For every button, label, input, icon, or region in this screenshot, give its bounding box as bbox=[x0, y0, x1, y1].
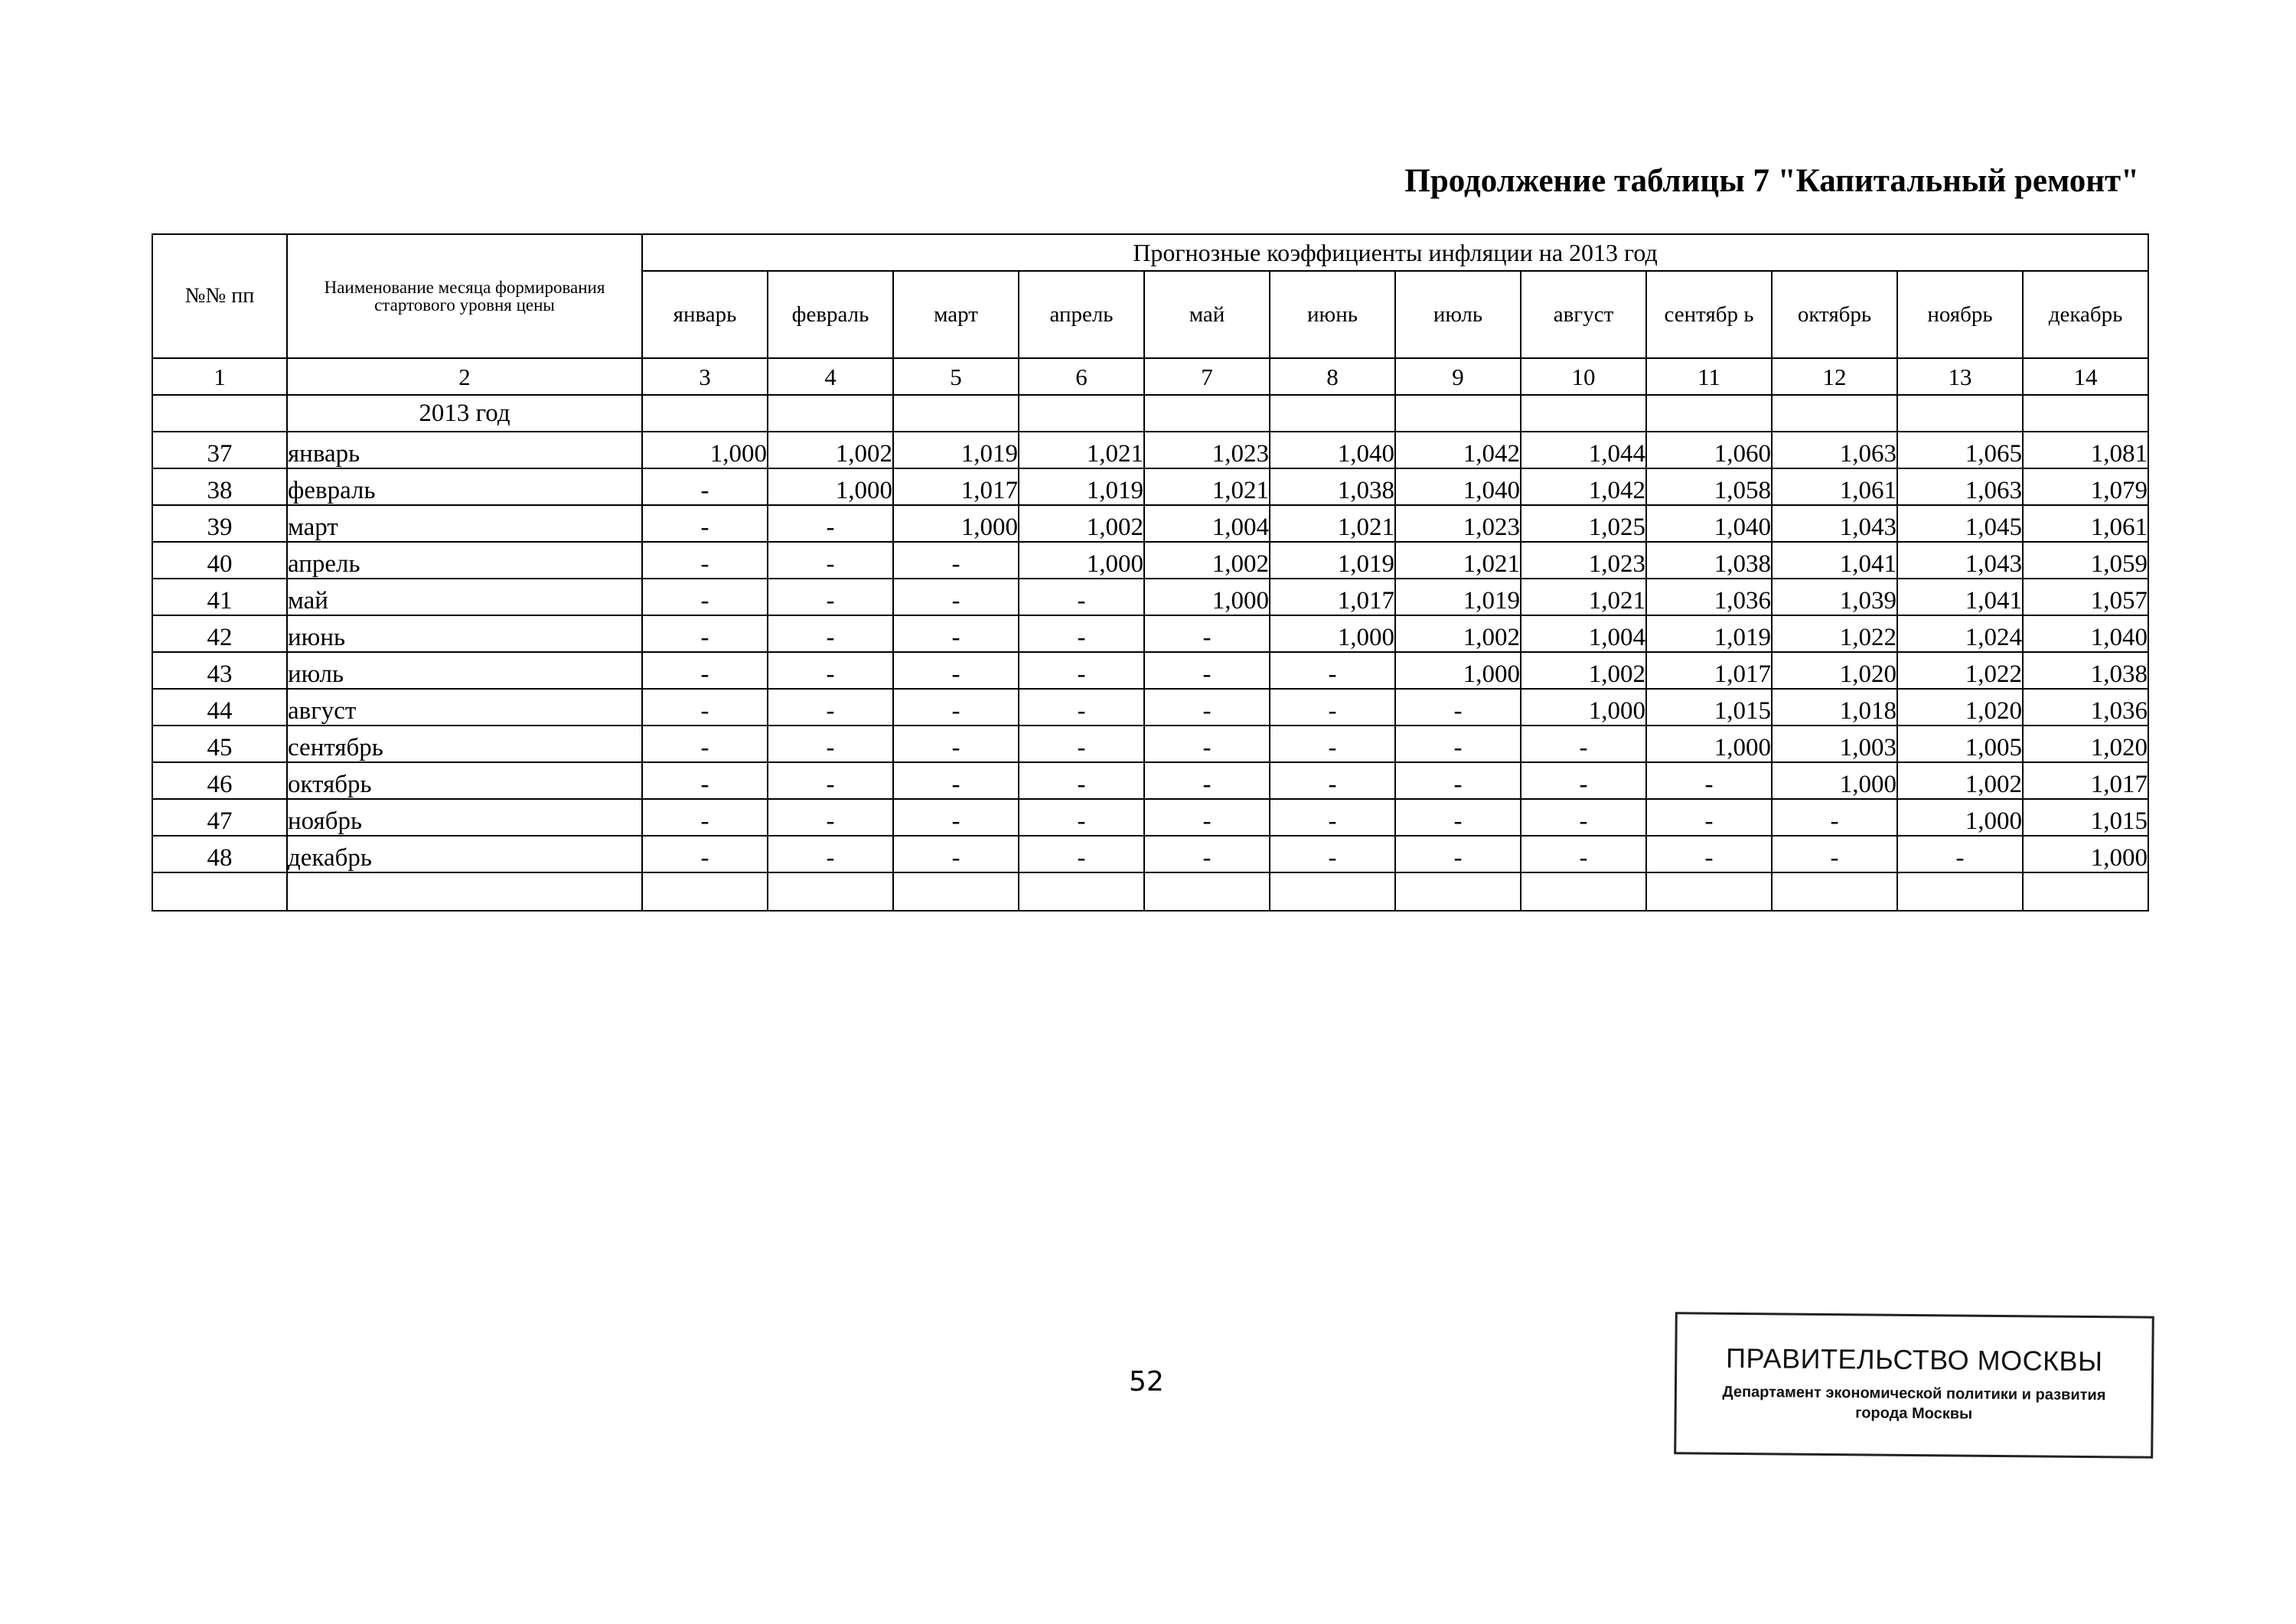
coefficient-cell: 1,061 bbox=[2023, 505, 2148, 542]
table-row bbox=[152, 542, 2148, 579]
coefficient-cell: 1,023 bbox=[1395, 505, 1521, 542]
coefficient-cell: 1,038 bbox=[1270, 468, 1395, 505]
column-index-cell: 11 bbox=[1646, 358, 1772, 395]
coefficient-cell: 1,021 bbox=[1270, 505, 1395, 542]
header-month: ноябрь bbox=[1897, 271, 2023, 358]
coefficient-cell: 1,081 bbox=[2023, 432, 2148, 468]
coefficient-cell: - bbox=[1144, 726, 1270, 762]
coefficient-cell: - bbox=[1772, 799, 1897, 836]
coefficient-cell: 1,002 bbox=[1019, 505, 1144, 542]
column-index-cell: 3 bbox=[642, 358, 768, 395]
empty-cell bbox=[1521, 872, 1646, 911]
year-row-cell bbox=[1772, 395, 1897, 432]
coefficient-cell: - bbox=[893, 836, 1019, 872]
coefficient-cell: 1,000 bbox=[768, 468, 893, 505]
coefficient-cell: 1,000 bbox=[1395, 652, 1521, 689]
coefficient-cell: 1,002 bbox=[1521, 652, 1646, 689]
coefficient-cell: - bbox=[642, 542, 768, 579]
coefficient-cell: 1,004 bbox=[1521, 615, 1646, 652]
coefficient-cell: 1,002 bbox=[1144, 542, 1270, 579]
coefficient-cell: 1,042 bbox=[1395, 432, 1521, 468]
empty-cell bbox=[642, 872, 768, 911]
table-row bbox=[152, 726, 2148, 762]
coefficient-cell: - bbox=[893, 579, 1019, 615]
coefficient-cell: - bbox=[768, 652, 893, 689]
coefficient-cell: 1,041 bbox=[1897, 579, 2023, 615]
coefficient-cell: 1,003 bbox=[1772, 726, 1897, 762]
row-number-cell: 37 bbox=[152, 432, 287, 468]
column-index-cell: 8 bbox=[1270, 358, 1395, 395]
column-index-cell: 7 bbox=[1144, 358, 1270, 395]
coefficient-cell: 1,002 bbox=[1897, 762, 2023, 799]
coefficient-cell: 1,036 bbox=[2023, 689, 2148, 726]
coefficient-cell: 1,000 bbox=[1521, 689, 1646, 726]
header-forecast-group: Прогнозные коэффициенты инфляции на 2013 год bbox=[642, 234, 2148, 271]
coefficient-cell: 1,038 bbox=[2023, 652, 2148, 689]
coefficient-cell: - bbox=[642, 836, 768, 872]
header-month: январь bbox=[642, 271, 768, 358]
header-month: июнь bbox=[1270, 271, 1395, 358]
header-month: март bbox=[893, 271, 1019, 358]
coefficient-cell: 1,019 bbox=[1646, 615, 1772, 652]
coefficient-cell: 1,057 bbox=[2023, 579, 2148, 615]
coefficient-cell: 1,000 bbox=[893, 505, 1019, 542]
coefficient-cell: 1,045 bbox=[1897, 505, 2023, 542]
coefficient-cell: 1,063 bbox=[1772, 432, 1897, 468]
coefficient-cell: 1,017 bbox=[2023, 762, 2148, 799]
coefficient-cell: 1,000 bbox=[1144, 579, 1270, 615]
column-index-cell: 13 bbox=[1897, 358, 2023, 395]
row-month-name-cell: июль bbox=[287, 652, 642, 689]
coefficient-cell: - bbox=[768, 579, 893, 615]
coefficient-cell: - bbox=[893, 762, 1019, 799]
coefficient-cell: - bbox=[1270, 652, 1395, 689]
coefficient-cell: 1,025 bbox=[1521, 505, 1646, 542]
coefficient-cell: 1,000 bbox=[642, 432, 768, 468]
row-number-cell: 42 bbox=[152, 615, 287, 652]
government-stamp bbox=[1674, 1312, 2154, 1458]
coefficient-cell: - bbox=[1019, 689, 1144, 726]
row-month-name-cell: май bbox=[287, 579, 642, 615]
column-index-cell: 12 bbox=[1772, 358, 1897, 395]
coefficient-cell: 1,019 bbox=[893, 432, 1019, 468]
coefficient-cell: 1,020 bbox=[1897, 689, 2023, 726]
year-row-cell bbox=[1270, 395, 1395, 432]
coefficient-cell: - bbox=[1521, 799, 1646, 836]
empty-cell bbox=[1395, 872, 1521, 911]
year-row-cell bbox=[2023, 395, 2148, 432]
row-month-name-cell: декабрь bbox=[287, 836, 642, 872]
table-row bbox=[152, 689, 2148, 726]
table-row bbox=[152, 615, 2148, 652]
row-month-name-cell: январь bbox=[287, 432, 642, 468]
row-month-name-cell: сентябрь bbox=[287, 726, 642, 762]
coefficient-cell: 1,000 bbox=[1270, 615, 1395, 652]
coefficient-cell: 1,000 bbox=[1897, 799, 2023, 836]
coefficient-cell: - bbox=[893, 542, 1019, 579]
coefficient-cell: 1,017 bbox=[893, 468, 1019, 505]
coefficient-cell: 1,023 bbox=[1144, 432, 1270, 468]
coefficient-cell: - bbox=[1270, 799, 1395, 836]
year-row-cell bbox=[1144, 395, 1270, 432]
coefficient-cell: - bbox=[1019, 762, 1144, 799]
column-index-row bbox=[152, 358, 2148, 395]
coefficient-cell: 1,021 bbox=[1395, 542, 1521, 579]
coefficient-cell: 1,018 bbox=[1772, 689, 1897, 726]
coefficient-cell: 1,019 bbox=[1019, 468, 1144, 505]
row-month-name-cell: апрель bbox=[287, 542, 642, 579]
coefficient-cell: - bbox=[642, 726, 768, 762]
coefficient-cell: - bbox=[1270, 726, 1395, 762]
column-index-cell: 10 bbox=[1521, 358, 1646, 395]
coefficient-cell: 1,015 bbox=[1646, 689, 1772, 726]
table-row bbox=[152, 432, 2148, 468]
header-month: декабрь bbox=[2023, 271, 2148, 358]
coefficient-cell: - bbox=[1521, 836, 1646, 872]
row-month-name-cell: август bbox=[287, 689, 642, 726]
row-number-cell: 46 bbox=[152, 762, 287, 799]
coefficient-cell: - bbox=[1144, 836, 1270, 872]
column-index-cell: 6 bbox=[1019, 358, 1144, 395]
coefficient-cell: - bbox=[1144, 762, 1270, 799]
coefficient-cell: 1,020 bbox=[2023, 726, 2148, 762]
empty-cell bbox=[1019, 872, 1144, 911]
coefficient-cell: - bbox=[893, 689, 1019, 726]
coefficient-cell: 1,000 bbox=[1646, 726, 1772, 762]
empty-row bbox=[152, 872, 2148, 911]
coefficient-cell: 1,040 bbox=[1395, 468, 1521, 505]
year-row-cell bbox=[893, 395, 1019, 432]
header-month: август bbox=[1521, 271, 1646, 358]
column-index-cell: 2 bbox=[287, 358, 642, 395]
coefficient-cell: 1,021 bbox=[1144, 468, 1270, 505]
coefficient-cell: 1,040 bbox=[2023, 615, 2148, 652]
coefficient-cell: 1,019 bbox=[1395, 579, 1521, 615]
coefficient-cell: - bbox=[1646, 762, 1772, 799]
coefficient-cell: - bbox=[1395, 799, 1521, 836]
coefficient-cell: - bbox=[1019, 836, 1144, 872]
coefficient-cell: 1,021 bbox=[1521, 579, 1646, 615]
header-month: май bbox=[1144, 271, 1270, 358]
stamp-subtitle-line1: Департамент экономической политики и развития bbox=[1722, 1383, 2106, 1404]
coefficient-cell: 1,002 bbox=[768, 432, 893, 468]
year-row-cell bbox=[768, 395, 893, 432]
row-month-name-cell: октябрь bbox=[287, 762, 642, 799]
coefficient-cell: - bbox=[768, 615, 893, 652]
coefficient-cell: 1,017 bbox=[1646, 652, 1772, 689]
coefficient-cell: 1,017 bbox=[1270, 579, 1395, 615]
coefficient-cell: - bbox=[768, 689, 893, 726]
coefficient-cell: - bbox=[1521, 726, 1646, 762]
coefficient-cell: - bbox=[1646, 836, 1772, 872]
coefficient-cell: 1,000 bbox=[1772, 762, 1897, 799]
coefficient-cell: 1,036 bbox=[1646, 579, 1772, 615]
column-index-cell: 9 bbox=[1395, 358, 1521, 395]
coefficient-cell: - bbox=[1270, 689, 1395, 726]
coefficient-cell: - bbox=[642, 468, 768, 505]
row-number-cell: 44 bbox=[152, 689, 287, 726]
coefficient-cell: - bbox=[893, 652, 1019, 689]
coefficient-cell: - bbox=[893, 615, 1019, 652]
year-row-cell bbox=[1395, 395, 1521, 432]
coefficient-cell: - bbox=[1772, 836, 1897, 872]
header-month: июль bbox=[1395, 271, 1521, 358]
header-month-name: Наименование месяца формирования стартового уровня цены bbox=[287, 234, 642, 358]
stamp-subtitle bbox=[1677, 1381, 2151, 1425]
year-row-num-cell bbox=[152, 395, 287, 432]
coefficient-cell: 1,022 bbox=[1772, 615, 1897, 652]
year-row-cell bbox=[1897, 395, 2023, 432]
coefficient-cell: 1,060 bbox=[1646, 432, 1772, 468]
empty-cell bbox=[1270, 872, 1395, 911]
table-row bbox=[152, 762, 2148, 799]
coefficient-cell: - bbox=[1395, 726, 1521, 762]
header-month: сентябр ь bbox=[1646, 271, 1772, 358]
header-month: апрель bbox=[1019, 271, 1144, 358]
table-row bbox=[152, 468, 2148, 505]
row-month-name-cell: ноябрь bbox=[287, 799, 642, 836]
coefficient-cell: - bbox=[893, 726, 1019, 762]
coefficient-cell: - bbox=[768, 762, 893, 799]
empty-cell bbox=[152, 872, 287, 911]
coefficient-cell: - bbox=[1144, 652, 1270, 689]
coefficient-cell: - bbox=[768, 836, 893, 872]
table-row bbox=[152, 505, 2148, 542]
page-title: Продолжение таблицы 7 "Капитальный ремонт" bbox=[1404, 163, 2139, 199]
year-label: 2013 год bbox=[287, 395, 642, 432]
header-month: октябрь bbox=[1772, 271, 1897, 358]
coefficient-cell: - bbox=[642, 615, 768, 652]
year-row bbox=[152, 395, 2148, 432]
coefficient-cell: 1,023 bbox=[1521, 542, 1646, 579]
column-index-cell: 5 bbox=[893, 358, 1019, 395]
empty-cell bbox=[1646, 872, 1772, 911]
coefficient-cell: - bbox=[893, 799, 1019, 836]
coefficient-cell: 1,043 bbox=[1897, 542, 2023, 579]
coefficient-cell: - bbox=[1019, 615, 1144, 652]
row-month-name-cell: февраль bbox=[287, 468, 642, 505]
coefficient-cell: 1,058 bbox=[1646, 468, 1772, 505]
row-number-cell: 39 bbox=[152, 505, 287, 542]
stamp-subtitle-line2: города Москвы bbox=[1855, 1404, 1973, 1423]
coefficient-cell: 1,079 bbox=[2023, 468, 2148, 505]
coefficient-cell: 1,059 bbox=[2023, 542, 2148, 579]
coefficient-cell: 1,002 bbox=[1395, 615, 1521, 652]
coefficient-cell: 1,005 bbox=[1897, 726, 2023, 762]
page-number: 52 bbox=[1129, 1366, 1164, 1397]
year-row-cell bbox=[1521, 395, 1646, 432]
year-row-cell bbox=[1019, 395, 1144, 432]
coefficient-cell: - bbox=[1019, 799, 1144, 836]
empty-cell bbox=[1772, 872, 1897, 911]
coefficient-cell: - bbox=[1270, 762, 1395, 799]
coefficient-cell: 1,022 bbox=[1897, 652, 2023, 689]
coefficient-cell: - bbox=[1897, 836, 2023, 872]
year-row-cell bbox=[1646, 395, 1772, 432]
coefficient-cell: 1,024 bbox=[1897, 615, 2023, 652]
row-number-cell: 43 bbox=[152, 652, 287, 689]
coefficient-cell: 1,040 bbox=[1646, 505, 1772, 542]
row-month-name-cell: июнь bbox=[287, 615, 642, 652]
coefficient-cell: - bbox=[642, 762, 768, 799]
coefficient-cell: - bbox=[1270, 836, 1395, 872]
header-num: №№ пп bbox=[152, 234, 287, 358]
coefficient-cell: 1,020 bbox=[1772, 652, 1897, 689]
empty-cell bbox=[287, 872, 642, 911]
coefficient-cell: - bbox=[1144, 799, 1270, 836]
coefficient-cell: - bbox=[768, 799, 893, 836]
header-month: февраль bbox=[768, 271, 893, 358]
coefficient-cell: 1,019 bbox=[1270, 542, 1395, 579]
coefficient-cell: 1,000 bbox=[1019, 542, 1144, 579]
coefficient-cell: - bbox=[642, 505, 768, 542]
row-number-cell: 41 bbox=[152, 579, 287, 615]
empty-cell bbox=[893, 872, 1019, 911]
coefficient-cell: 1,000 bbox=[2023, 836, 2148, 872]
coefficient-cell: - bbox=[1144, 615, 1270, 652]
coefficient-cell: 1,040 bbox=[1270, 432, 1395, 468]
row-number-cell: 47 bbox=[152, 799, 287, 836]
row-month-name-cell: март bbox=[287, 505, 642, 542]
coefficient-cell: 1,039 bbox=[1772, 579, 1897, 615]
row-number-cell: 48 bbox=[152, 836, 287, 872]
coefficient-cell: - bbox=[642, 799, 768, 836]
inflation-coefficients-table bbox=[152, 233, 2149, 911]
table-row bbox=[152, 579, 2148, 615]
table-row bbox=[152, 799, 2148, 836]
empty-cell bbox=[768, 872, 893, 911]
row-number-cell: 38 bbox=[152, 468, 287, 505]
coefficient-cell: - bbox=[1521, 762, 1646, 799]
coefficient-cell: - bbox=[1019, 726, 1144, 762]
coefficient-cell: 1,015 bbox=[2023, 799, 2148, 836]
coefficient-cell: 1,042 bbox=[1521, 468, 1646, 505]
coefficient-cell: 1,043 bbox=[1772, 505, 1897, 542]
coefficient-cell: 1,004 bbox=[1144, 505, 1270, 542]
table-body bbox=[152, 358, 2148, 911]
empty-cell bbox=[1144, 872, 1270, 911]
coefficient-cell: - bbox=[768, 542, 893, 579]
coefficient-cell: - bbox=[642, 579, 768, 615]
coefficient-cell: 1,041 bbox=[1772, 542, 1897, 579]
coefficient-cell: - bbox=[1395, 689, 1521, 726]
coefficient-cell: - bbox=[768, 726, 893, 762]
empty-cell bbox=[1897, 872, 2023, 911]
coefficient-cell: 1,061 bbox=[1772, 468, 1897, 505]
coefficient-cell: - bbox=[768, 505, 893, 542]
coefficient-cell: 1,038 bbox=[1646, 542, 1772, 579]
coefficient-cell: - bbox=[642, 652, 768, 689]
coefficient-cell: - bbox=[1395, 836, 1521, 872]
coefficient-cell: - bbox=[1019, 652, 1144, 689]
coefficient-cell: 1,063 bbox=[1897, 468, 2023, 505]
coefficient-cell: 1,044 bbox=[1521, 432, 1646, 468]
row-number-cell: 45 bbox=[152, 726, 287, 762]
coefficient-cell: - bbox=[642, 689, 768, 726]
column-index-cell: 4 bbox=[768, 358, 893, 395]
coefficient-cell: - bbox=[1646, 799, 1772, 836]
table-row bbox=[152, 836, 2148, 872]
coefficient-cell: 1,021 bbox=[1019, 432, 1144, 468]
column-index-cell: 1 bbox=[152, 358, 287, 395]
row-number-cell: 40 bbox=[152, 542, 287, 579]
year-row-cell bbox=[642, 395, 768, 432]
stamp-title: ПРАВИТЕЛЬСТВО МОСКВЫ bbox=[1725, 1342, 2103, 1378]
column-index-cell: 14 bbox=[2023, 358, 2148, 395]
coefficient-cell: - bbox=[1019, 579, 1144, 615]
coefficient-cell: - bbox=[1144, 689, 1270, 726]
coefficient-cell: 1,065 bbox=[1897, 432, 2023, 468]
coefficient-cell: - bbox=[1395, 762, 1521, 799]
table-row bbox=[152, 652, 2148, 689]
empty-cell bbox=[2023, 872, 2148, 911]
